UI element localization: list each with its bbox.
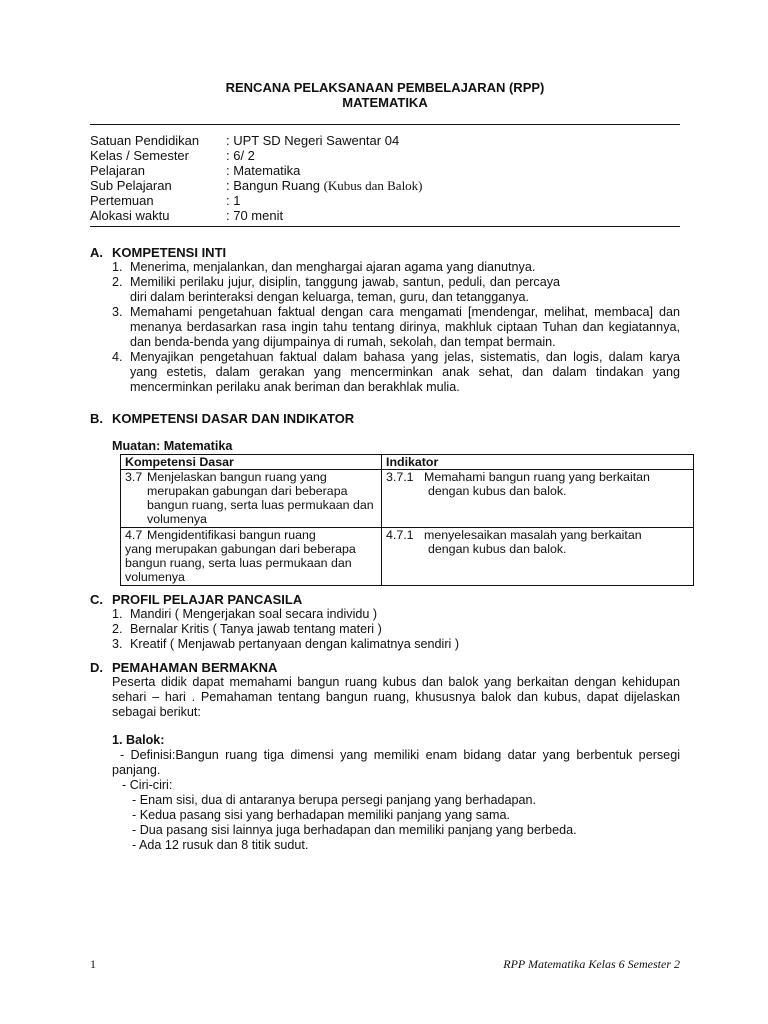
list-text: Bernalar Kritis ( Tanya jawab tentang materi ): [130, 622, 382, 636]
section-pemahaman-bermakna: [90, 660, 680, 853]
list-text: Menyajikan pengetahuan faktual dalam bahasa yang jelas, sistematis, dan logis, dalam karya yang estetis, dalam gerakan yang mencerminkan anak sehat, dan dalam tindakan yang mencerminkan perilaku anak beriman dan berakhlak mulia.: [130, 350, 680, 394]
section-heading: [90, 411, 680, 426]
list-item: [112, 305, 680, 350]
identity-value: : 6/ 2: [226, 148, 255, 163]
section-heading: [90, 660, 680, 675]
intro-paragraph: Peserta didik dapat memahami bangun ruang kubus dan balok yang berkaitan dengan kehidupan sehari – hari . Pemahaman tentang bangun ruang, khususnya balok dan kubus, dapat dijelaskan sebagai berikut:: [112, 675, 680, 719]
identity-block: [90, 133, 423, 223]
list-text: Menerima, menjalankan, dan menghargai ajaran agama yang dianutnya.: [130, 260, 536, 274]
list-item: - Kedua pasang sisi yang berhadapan memiliki panjang yang sama.: [132, 808, 511, 822]
indikator-cell: [382, 528, 694, 586]
kd-rest-text: merupakan gabungan dari beberapa bangun ruang, serta luas permukaan dan volumenya: [147, 484, 374, 526]
list-item: [112, 350, 680, 395]
identity-value: : 70 menit: [226, 208, 284, 223]
sub-heading-balok: 1. Balok:: [112, 733, 165, 747]
section-title: PROFIL PELAJAR PANCASILA: [112, 592, 303, 607]
list-item: [112, 607, 680, 622]
section-title: KOMPETENSI INTI: [112, 245, 227, 260]
definisi-text: - Definisi:Bangun ruang tiga dimensi yang memiliki enam bidang datar yang berbentuk persegi panjang.: [112, 748, 680, 777]
section-letter: C.: [90, 592, 103, 607]
list-item: - Enam sisi, dua di antaranya berupa persegi panjang yang berhadapan.: [132, 793, 536, 807]
indikator-rest-text: dengan kubus dan balok.: [428, 484, 567, 498]
identity-row: [90, 208, 423, 223]
kd-table: [120, 454, 694, 586]
section-profil-pelajar: [90, 592, 680, 652]
list-number: 3.: [112, 637, 123, 651]
section-heading: [90, 245, 680, 260]
list-item: [112, 275, 680, 305]
list-number: 3.: [112, 305, 123, 319]
indikator-first-text: menyelesaikan masalah yang berkaitan: [424, 528, 642, 542]
section-kompetensi-dasar: [90, 411, 680, 586]
identity-row: [90, 163, 423, 178]
indikator-rest-text: dengan kubus dan balok.: [428, 542, 567, 556]
muatan-label: Muatan: Matematika: [112, 439, 233, 453]
kd-rest-text: yang merupakan gabungan dari beberapa bangun ruang, serta luas permukaan dan volumenya: [125, 542, 356, 584]
identity-label: Sub Pelajaran: [90, 178, 172, 193]
list-item: [112, 637, 680, 652]
page-footer: [90, 957, 680, 972]
table-row: [121, 470, 694, 528]
kd-first-line: [125, 470, 377, 484]
list-number: 1.: [112, 607, 123, 621]
section-letter: A.: [90, 245, 103, 260]
list-item: [112, 622, 680, 637]
section-title: KOMPETENSI DASAR DAN INDIKATOR: [112, 411, 355, 426]
identity-label: Alokasi waktu: [90, 208, 170, 223]
identity-label: Pertemuan: [90, 193, 154, 208]
list-number: 2.: [112, 622, 123, 636]
list-text: Kreatif ( Menjawab pertanyaan dengan kalimatnya sendiri ): [130, 637, 460, 651]
list-text: Mandiri ( Mengerjakan soal secara individu ): [130, 607, 378, 621]
kd-cell: [121, 470, 382, 528]
identity-value: [226, 178, 423, 193]
ciri-list: [132, 793, 680, 853]
indikator-first-line: [386, 470, 689, 484]
section-title: PEMAHAMAN BERMAKNA: [112, 660, 278, 675]
table-header: Indikator: [382, 455, 694, 470]
kd-number: 4.7: [125, 528, 143, 542]
section-letter: B.: [90, 411, 103, 426]
table-header: Kompetensi Dasar: [121, 455, 382, 470]
list-text: Memiliki perilaku jujur, disiplin, tanggung jawab, santun, peduli, dan percaya diri dalam berinteraksi dengan keluarga, teman, guru, dan tetangganya.: [130, 275, 560, 304]
title-line-1: RENCANA PELAKSANAAN PEMBELAJARAN (RPP): [225, 80, 545, 95]
list-number: 2.: [112, 275, 123, 289]
footer-doc-label: RPP Matematika Kelas 6 Semester 2: [503, 957, 680, 971]
indikator-number: 4.7.1: [386, 528, 414, 542]
identity-divider: [90, 226, 680, 227]
list-item: - Dua pasang sisi lainnya juga berhadapan dan memiliki panjang yang berbeda.: [132, 823, 577, 837]
identity-value: : UPT SD Negeri Sawentar 04: [226, 133, 400, 148]
identity-row: [90, 178, 423, 193]
ciri-label: - Ciri-ciri:: [122, 778, 173, 792]
identity-row: [90, 193, 423, 208]
section-heading: [90, 592, 680, 607]
list-item: [112, 260, 680, 275]
page-number: 1: [90, 957, 96, 971]
kd-first-text: Menjelaskan bangun ruang yang: [147, 470, 327, 484]
identity-label: Kelas / Semester: [90, 148, 189, 163]
section-kompetensi-inti: [90, 245, 680, 395]
kd-cell: [121, 528, 382, 586]
indikator-first-text: Memahami bangun ruang yang berkaitan: [424, 470, 650, 484]
table-header-row: [121, 455, 694, 470]
table-row: [121, 528, 694, 586]
identity-value-main: : Bangun Ruang: [226, 178, 324, 193]
identity-row: [90, 148, 423, 163]
indikator-cell: [382, 470, 694, 528]
top-divider: [90, 124, 680, 125]
indikator-first-line: [386, 528, 689, 542]
kd-first-line: [125, 528, 377, 542]
section-letter: D.: [90, 660, 103, 675]
title-line-2: MATEMATIKA: [342, 95, 428, 110]
indikator-number: 3.7.1: [386, 470, 414, 484]
kd-number: 3.7: [125, 470, 143, 484]
identity-value: : Matematika: [226, 163, 301, 178]
list-text: Memahami pengetahuan faktual dengan cara mengamati [mendengar, melihat, membaca] dan menanya berdasarkan rasa ingin tahu tentang dirinya, makhluk ciptaan Tuhan dan kegiatannya, dan benda-benda yang dijumpainya di rumah, sekolah, dan tempat bermain.: [130, 305, 680, 349]
identity-label: Pelajaran: [90, 163, 145, 178]
document-title: [90, 80, 680, 110]
ordered-list: [112, 607, 680, 652]
identity-row: [90, 133, 423, 148]
ordered-list: [112, 260, 680, 395]
identity-value: : 1: [226, 193, 241, 208]
list-number: 4.: [112, 350, 123, 364]
identity-value-serif: (Kubus dan Balok): [323, 178, 423, 193]
list-number: 1.: [112, 260, 123, 274]
identity-label: Satuan Pendidikan: [90, 133, 200, 148]
list-item: - Ada 12 rusuk dan 8 titik sudut.: [132, 838, 309, 852]
kd-first-text: Mengidentifikasi bangun ruang: [147, 528, 316, 542]
